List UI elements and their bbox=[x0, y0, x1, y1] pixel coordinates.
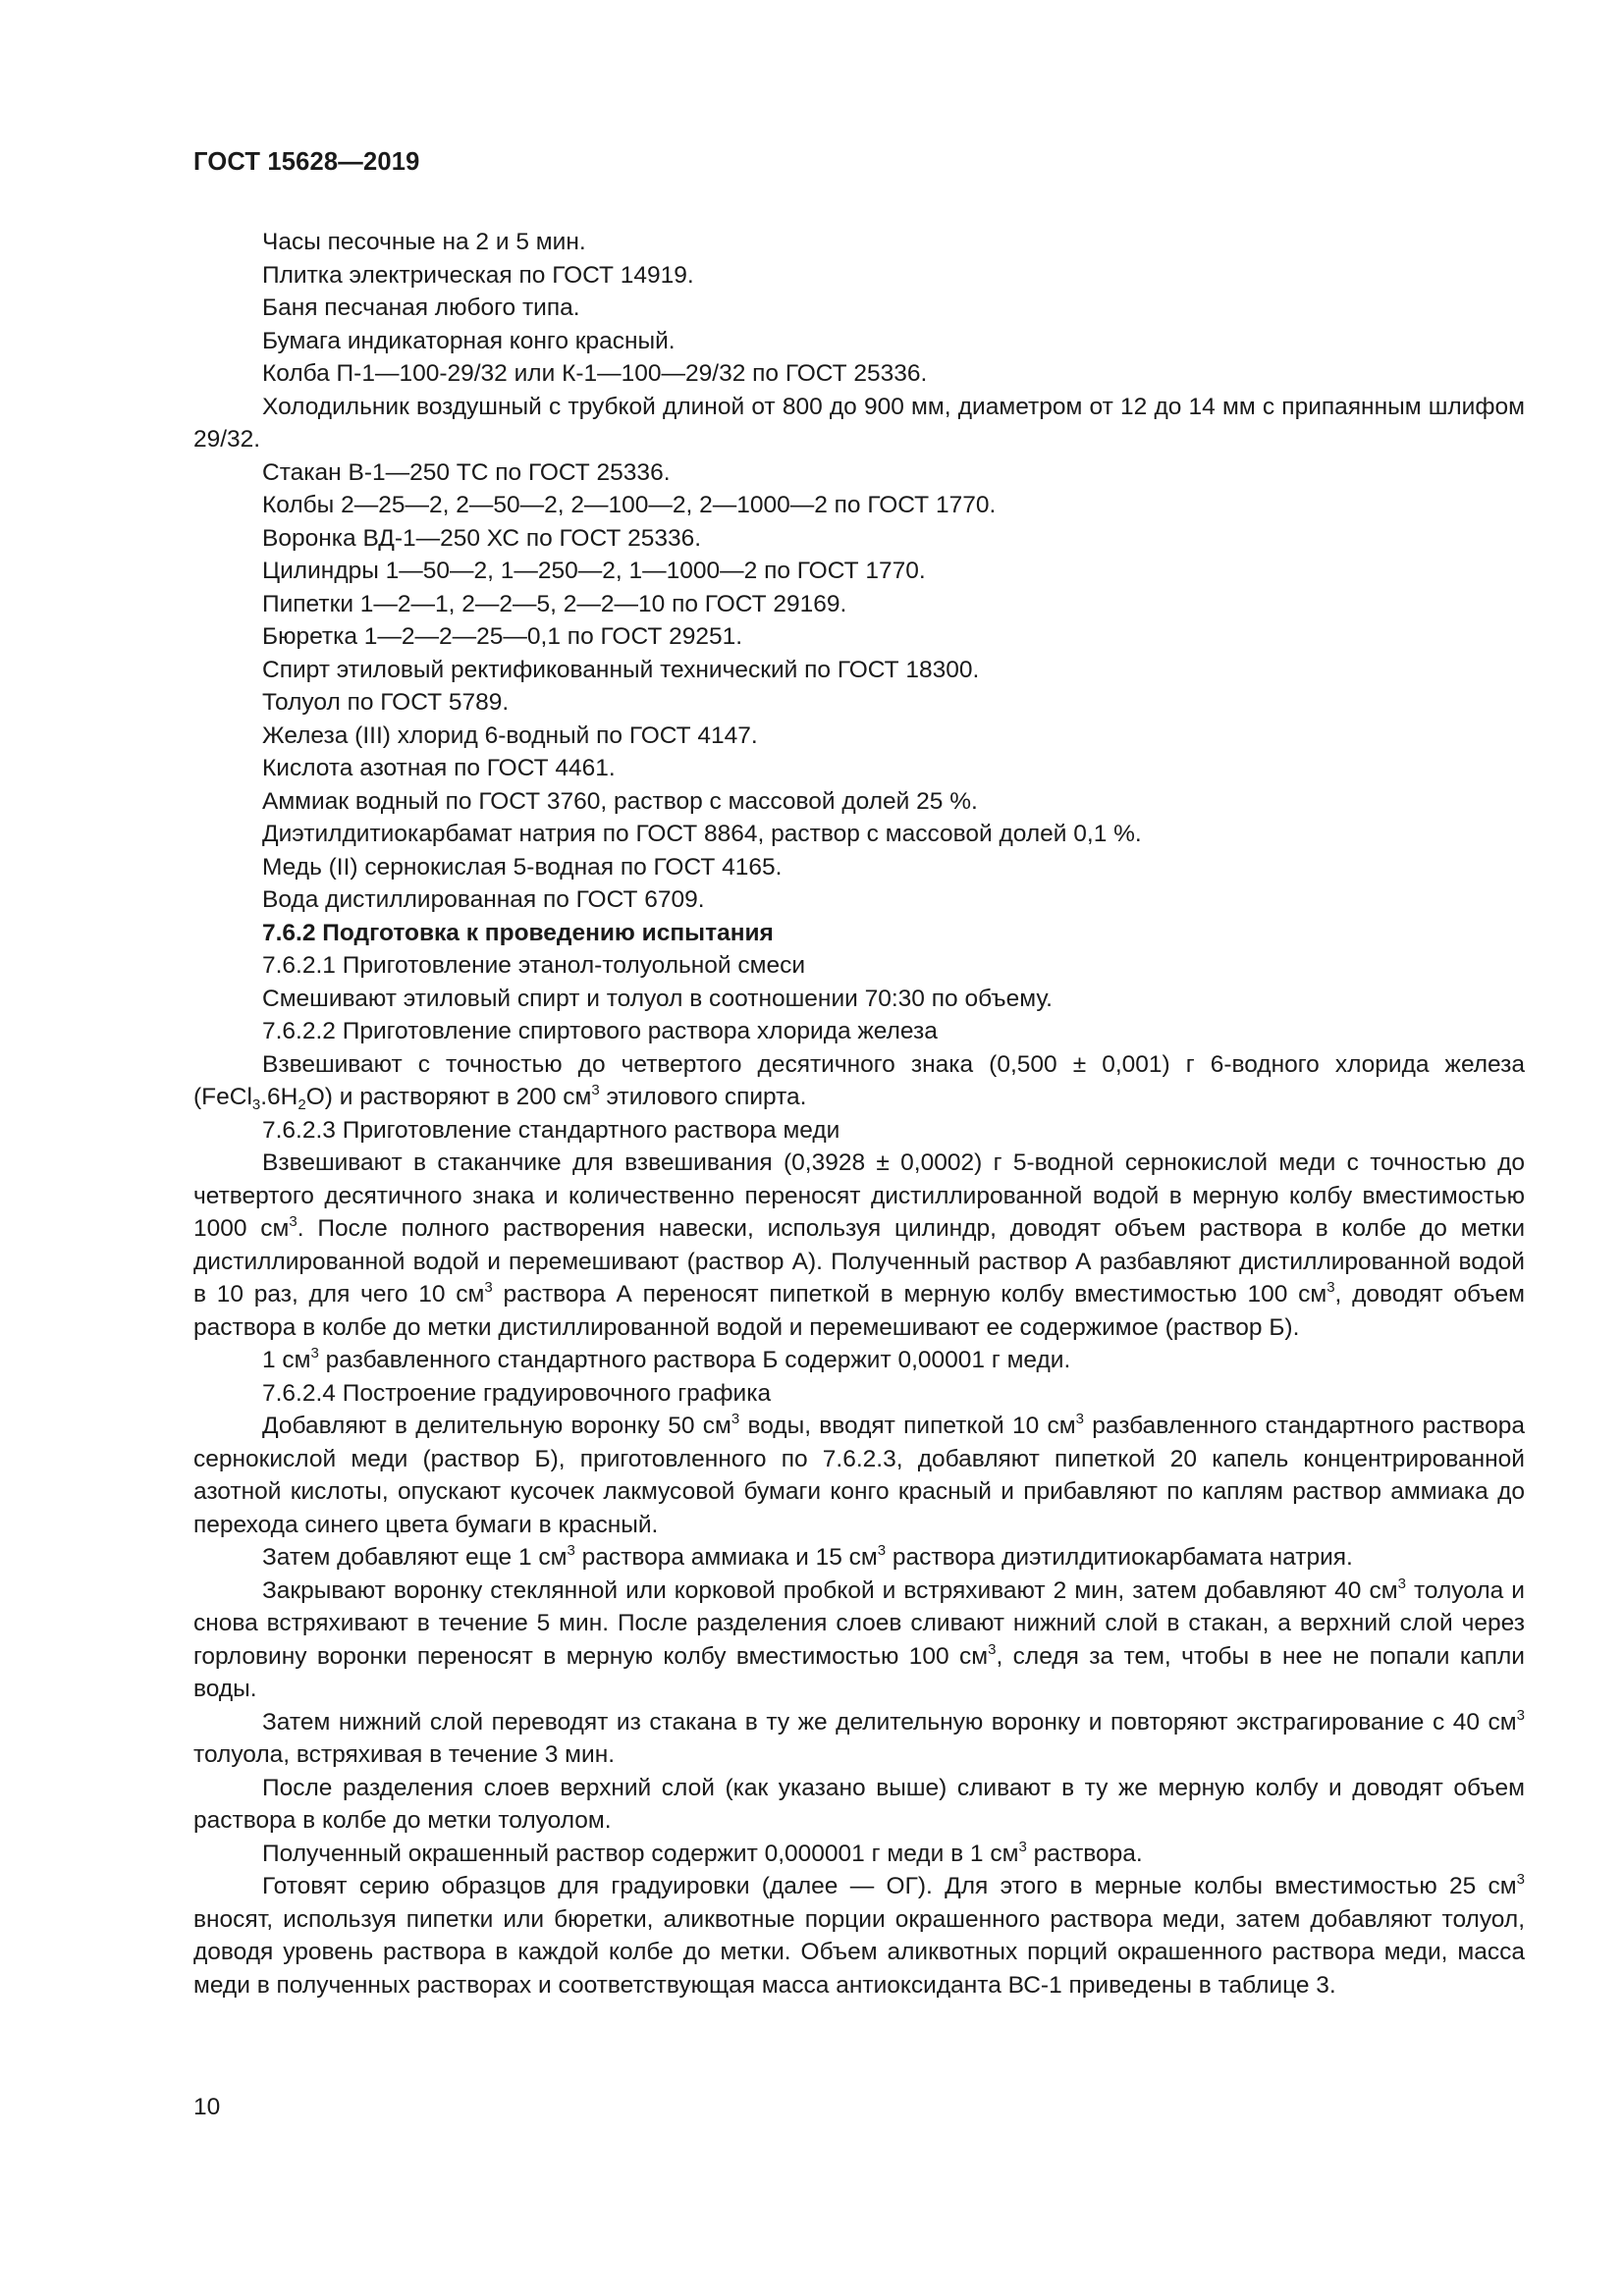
subscript: 2 bbox=[298, 1096, 306, 1113]
superscript: 3 bbox=[567, 1542, 575, 1559]
superscript: 3 bbox=[731, 1411, 740, 1427]
reagent-item: Железа (III) хлорид 6-водный по ГОСТ 4147. bbox=[262, 721, 758, 749]
equipment-item: Стакан В-1—250 ТС по ГОСТ 25336. bbox=[262, 458, 671, 486]
body-text bbox=[193, 226, 1525, 2002]
paragraph: 1 $см^3$ разбавленного стандартного раствора Б содержит 0,00001 г меди. bbox=[262, 1345, 1071, 1373]
paragraph: Добавляют в делительную воронку 50 $см^3$ воды, вводят пипеткой 10 $см^3$ разбавленного стандартного раствора сернокислой меди (раствор Б), приготовленного по 7.6.2.3, добавляют пипеткой 20 капель концентрированной азотной кислоты, опускают кусочек лакмусовой бумаги конго красный и прибавляют по каплям раствор аммиака до перехода синего цвета бумаги в красный. bbox=[193, 1411, 1526, 1538]
superscript: 3 bbox=[310, 1345, 319, 1362]
equipment-item: Часы песочные на 2 и 5 мин. bbox=[262, 229, 586, 255]
paragraph: Закрывают воронку стеклянной или корковой пробкой и встряхивают 2 мин, затем добавляют 40 $см^3$ толуола и снова встряхивают в течение 5 мин. После разделения слоев сливают нижний слой в стакан, а верхний слой через горловину воронки переносят в мерную колбу вместимостью 100 $см^3$, следя за тем, чтобы в нее не попали капли воды. bbox=[193, 1575, 1525, 1702]
paragraph: Затем добавляют еще 1 $см^3$ раствора аммиака и 15 $см^3$ раствора диэтилдитиокарбамата натрия. bbox=[262, 1542, 1353, 1571]
reagent-item: Толуол по ГОСТ 5789. bbox=[262, 689, 510, 716]
equipment-item: Пипетки 1—2—1, 2—2—5, 2—2—10 по ГОСТ 29169. bbox=[262, 590, 847, 617]
paragraph: Полученный окрашенный раствор содержит 0,000001 г меди в 1 $см^3$ раствора. bbox=[262, 1838, 1143, 1867]
reagent-item: Спирт этиловый ректификованный технический по ГОСТ 18300. bbox=[262, 656, 980, 683]
superscript: 3 bbox=[1397, 1575, 1406, 1592]
subscript: 3 bbox=[251, 1096, 261, 1113]
superscript: 3 bbox=[289, 1213, 298, 1230]
subsection-heading: 7.6.2.3 Приготовление стандартного раствора меди bbox=[262, 1116, 840, 1144]
paragraph: Смешивают этиловый спирт и толуол в соотношении 70:30 по объему. bbox=[262, 985, 1053, 1012]
superscript: 3 bbox=[1075, 1411, 1084, 1427]
equipment-item: Бумага индикаторная конго красный. bbox=[262, 327, 676, 354]
paragraph: Готовят серию образцов для градуировки (далее — ОГ). Для этого в мерные колбы вместимостью 25 $см^3$ вносят, используя пипетки или бюретки, аликвотные порции окрашенного раствора меди, затем добавляют толуол, доводя уровень раствора в каждой колбе до метки. Объем аликвотных порций окрашенного раствора меди, масса меди в полученных растворах и соответствующая масса антиоксиданта ВС-1 приведены в таблице 3. bbox=[193, 1871, 1525, 1999]
section-heading: 7.6.2 Подготовка к проведению испытания bbox=[262, 919, 774, 946]
equipment-item: Холодильник воздушный с трубкой длиной от 800 до 900 мм, диаметром от 12 до 14 мм с припаянным шлифом 29/32. bbox=[193, 393, 1525, 453]
reagent-item: Аммиак водный по ГОСТ 3760, раствор с массовой долей 25 %. bbox=[262, 787, 978, 815]
subsection-heading: 7.6.2.1 Приготовление этанол-толуольной смеси bbox=[262, 952, 806, 979]
superscript: 3 bbox=[591, 1082, 600, 1098]
equipment-item: Колба П-1—100-29/32 или К-1—100—29/32 по ГОСТ 25336. bbox=[262, 360, 928, 387]
reagent-item: Медь (II) сернокислая 5-водная по ГОСТ 4165. bbox=[262, 853, 783, 881]
superscript: 3 bbox=[1516, 1706, 1525, 1724]
superscript: 3 bbox=[877, 1542, 887, 1559]
paragraph: Взвешивают с точностью до четвертого десятичного знака (0,500 ± 0,001) г 6-водного хлорида железа $(FeCl_3.6H_2O)$ и растворяют в 200 $см^3$ этилового спирта. bbox=[193, 1050, 1525, 1113]
reagent-item: Кислота азотная по ГОСТ 4461. bbox=[262, 755, 616, 781]
document-header: ГОСТ 15628—2019 bbox=[193, 148, 420, 176]
equipment-item: Колбы 2—25—2, 2—50—2, 2—100—2, 2—1000—2 по ГОСТ 1770. bbox=[262, 492, 997, 518]
equipment-item: Плитка электрическая по ГОСТ 14919. bbox=[262, 261, 694, 289]
reagent-item: Вода дистиллированная по ГОСТ 6709. bbox=[262, 886, 705, 913]
subsection-heading: 7.6.2.2 Приготовление спиртового раствора хлорида железа bbox=[262, 1018, 938, 1044]
equipment-item: Цилиндры 1—50—2, 1—250—2, 1—1000—2 по ГОСТ 1770. bbox=[262, 558, 926, 584]
equipment-item: Баня песчаная любого типа. bbox=[262, 294, 580, 321]
superscript: 3 bbox=[1326, 1279, 1335, 1296]
superscript: 3 bbox=[988, 1640, 997, 1658]
paragraph: Затем нижний слой переводят из стакана в ту же делительную воронку и повторяют экстрагирование с 40 $см^3$ толуола, встряхивая в течение 3 мин. bbox=[193, 1706, 1525, 1768]
subsection-heading: 7.6.2.4 Построение градуировочного графика bbox=[262, 1379, 772, 1407]
paragraph: Взвешивают в стаканчике для взвешивания (0,3928 ± 0,0002) г 5-водной сернокислой меди с точностью до четвертого десятичного знака и количественно переносят дистиллированной водой в мерную колбу вместимостью 1000 $см^3$. После полного растворения навески, используя цилиндр, доводят объем раствора в колбе до метки дистиллированной водой и перемешивают (раствор А). Полученный раствор А разбавляют дистиллированной водой в 10 раз, для чего 10 $см^3$ раствора А переносят пипеткой в мерную колбу вместимостью 100 $см^3$, доводят объем раствора в колбе до метки дистиллированной водой и перемешивают ее содержимое (раствор Б). bbox=[193, 1149, 1526, 1341]
page-number: 10 bbox=[193, 2094, 221, 2120]
reagent-item: Диэтилдитиокарбамат натрия по ГОСТ 8864, раствор с массовой долей 0,1 %. bbox=[262, 821, 1142, 847]
superscript: 3 bbox=[1516, 1871, 1525, 1888]
paragraph: После разделения слоев верхний слой (как указано выше) сливают в ту же мерную колбу и доводят объем раствора в колбе до метки толуолом. bbox=[193, 1774, 1525, 1834]
equipment-item: Бюретка 1—2—2—25—0,1 по ГОСТ 29251. bbox=[262, 623, 743, 650]
equipment-item: Воронка ВД-1—250 ХС по ГОСТ 25336. bbox=[262, 524, 702, 552]
superscript: 3 bbox=[484, 1279, 493, 1296]
superscript: 3 bbox=[1018, 1838, 1027, 1855]
